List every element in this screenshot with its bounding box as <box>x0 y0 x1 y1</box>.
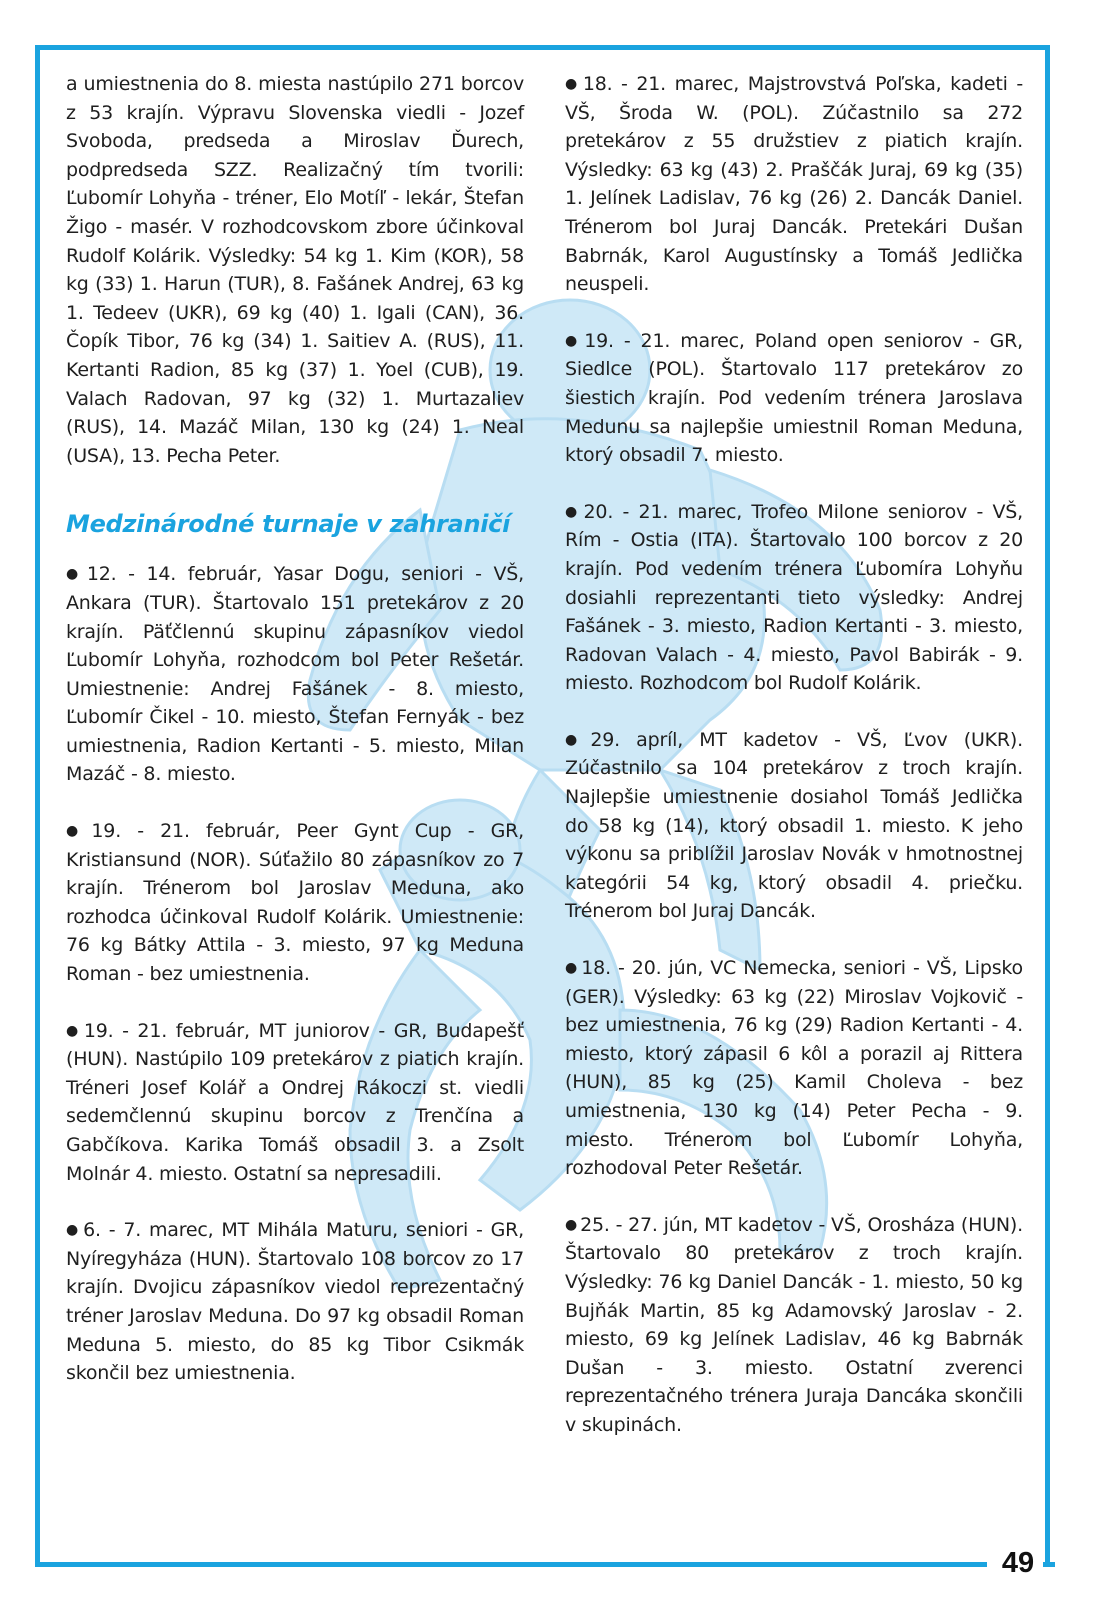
bullet-dot-icon: ● <box>66 823 89 840</box>
entry-paragraph: ● 18. - 21. marec, Majstrovstvá Poľska, kadeti - VŠ, Šroda W. (POL). Zúčastnilo sa 272 pretekárov z 55 družstiev z piatich krajín. Výsledky: 63 kg (43) 2. Praščák Juraj, 69 kg (35) 1. Jelínek Ladislav, 76 kg (26) 2. Dancák Daniel. Trénerom bol Juraj Dancák. Pretekári Dušan Babrnák, Karol Augustínsky a Tomáš Jedlička neuspeli. <box>565 73 1023 296</box>
frame-bottom-line <box>35 1562 987 1567</box>
page-number: 49 <box>1001 1547 1035 1579</box>
entry-paragraph: ● 12. - 14. február, Yasar Dogu, seniori - VŠ, Ankara (TUR). Štartovalo 151 pretekárov z 20 krajín. Päťčlennú skupinu zápasníkov viedol Ľubomír Lohyňa, rozhodcom bol Peter Rešetár. Umiestnenie: Andrej Fašánek - 8. miesto, Ľubomír Čikel - 10. miesto, Štefan Fernyák - bez umiestnenia, Radion Kertanti - 5. miesto, Milan Mazáč - 8. miesto. <box>66 563 524 786</box>
entry-paragraph: ● 19. - 21. február, MT juniorov - GR, Budapešť (HUN). Nastúpilo 109 pretekárov z piatich krajín. Tréneri Josef Kolář a Ondrej Rákoczi st. viedli sedemčlennú skupinu borcov z Trenčína a Gabčíkova. Karika Tomáš obsadil 3. a Zsolt Molnár 4. miesto. Ostatní sa nepresadili. <box>66 1019 524 1185</box>
bullet-dot-icon: ● <box>565 503 581 520</box>
entry-paragraph: ● 25. - 27. jún, MT kadetov - VŠ, Orosháza (HUN). Štartovalo 80 pretekárov z troch krajín. Výsledky: 76 kg Daniel Dancák - 1. miesto, 50 kg Bujňák Martin, 85 kg Adamovský Jaroslav - 2. miesto, 69 kg Jelínek Ladislav, 46 kg Babrnák Dušan - 3. miesto. Ostatní zverenci reprezentačného trénera Juraja Dancáka skončili v skupinách. <box>565 1213 1023 1436</box>
entry-paragraph: ● 19. - 21. marec, Poland open seniorov - GR, Siedlce (POL). Štartovalo 117 pretekárov zo šiestich krajín. Pod vedením trénera Jaroslava Medunu sa najlepšie umiestnil Roman Meduna, ktorý obsadil 7. miesto. <box>565 329 1023 467</box>
bullet-dot-icon: ● <box>565 1216 578 1233</box>
entry-paragraph: ● 6. - 7. marec, MT Mihála Maturu, seniori - GR, Nyíregyháza (HUN). Štartovalo 108 borcov zo 17 krajín. Dvojicu zápasníkov viedol reprezentačný tréner Jaroslav Meduna. Do 97 kg obsadil Roman Meduna 5. miesto, do 85 kg Tibor Csikmák skončil bez umiestnenia. <box>66 1219 524 1385</box>
section-title: Medzinárodné turnaje v zahraničí <box>66 510 511 539</box>
bullet-dot-icon: ● <box>565 960 579 977</box>
left-column <box>66 70 524 1416</box>
frame-bottom-line-end <box>1043 1562 1055 1567</box>
entry-paragraph: ● 29. apríl, MT kadetov - VŠ, Ľvov (UKR). Zúčastnilo sa 104 pretekárov z troch krajín. Najlepšie umiestnenie dosiahol Tomáš Jedlička do 58 kg (14), ktorý obsadil 1. miesto. K jeho výkonu sa priblížil Jaroslav Novák v hmotnostnej kategórii 54 kg, ktorý obsadil 4. priečku. Trénerom bol Juraj Dancák. <box>565 728 1023 923</box>
bullet-dot-icon: ● <box>66 1022 81 1039</box>
bullet-dot-icon: ● <box>565 731 588 748</box>
intro-paragraph: a umiestnenia do 8. miesta nastúpilo 271 borcov z 53 krajín. Výpravu Slovenska viedli - Jozef Svoboda, predseda a Miroslav Ďurech, podpredseda SZZ. Realizačný tím tvorili: Ľubomír Lohyňa - tréner, Elo Motíľ - lekár, Štefan Žigo - masér. V rozhodcovskom zbore účinkoval Rudolf Kolárik. Výsledky: 54 kg 1. Kim (KOR), 58 kg (33) 1. Harun (TUR), 8. Fašánek Andrej, 63 kg 1. Tedeev (UKR), 69 kg (40) 1. Igali (CAN), 36. Čopík Tibor, 76 kg (34) 1. Saitiev A. (RUS), 11. Kertanti Radion, 85 kg (37) 1. Yoel (CUB), 19. Valach Radovan, 97 kg (32) 1. Murtazaliev (RUS), 14. Mazáč Milan, 130 kg (24) 1. Neal (USA), 13. Pecha Peter. <box>66 73 524 467</box>
bullet-dot-icon: ● <box>66 566 84 583</box>
entry-paragraph: ● 18. - 20. jún, VC Nemecka, seniori - VŠ, Lipsko (GER). Výsledky: 63 kg (22) Miroslav Vojkovič - bez umiestnenia, 76 kg (29) Radion Kertanti - 4. miesto, ktorý zápasil 6 kôl a porazil aj Rittera (HUN), 85 kg (25) Kamil Choleva - bez umiestnenia, 130 kg (14) Peter Pecha - 9. miesto. Trénerom bol Ľubomír Lohyňa, rozhodoval Peter Rešetár. <box>565 957 1023 1180</box>
bullet-dot-icon: ● <box>565 76 580 92</box>
right-column <box>565 70 1023 1468</box>
entry-paragraph: ● 20. - 21. marec, Trofeo Milone seniorov - VŠ, Rím - Ostia (ITA). Štartovalo 100 borcov z 20 krajín. Pod vedením trénera Ľubomíra Lohyňu dosiahli reprezentanti tieto výsledky: Andrej Fašánek - 3. miesto, Radion Kertanti - 3. miesto, Radovan Valach - 4. miesto, Pavol Babirák - 9. miesto. Rozhodcom bol Rudolf Kolárik. <box>565 500 1023 695</box>
bullet-dot-icon: ● <box>565 332 582 349</box>
entry-paragraph: ● 19. - 21. február, Peer Gynt Cup - GR, Kristiansund (NOR). Súťažilo 80 zápasníkov zo 7 krajín. Trénerom bol Jaroslav Meduna, ako rozhodca účinkoval Rudolf Kolárik. Umiestnenie: 76 kg Bátky Attila - 3. miesto, 97 kg Meduna Roman - bez umiestnenia. <box>66 820 524 986</box>
bullet-dot-icon: ● <box>66 1222 81 1239</box>
